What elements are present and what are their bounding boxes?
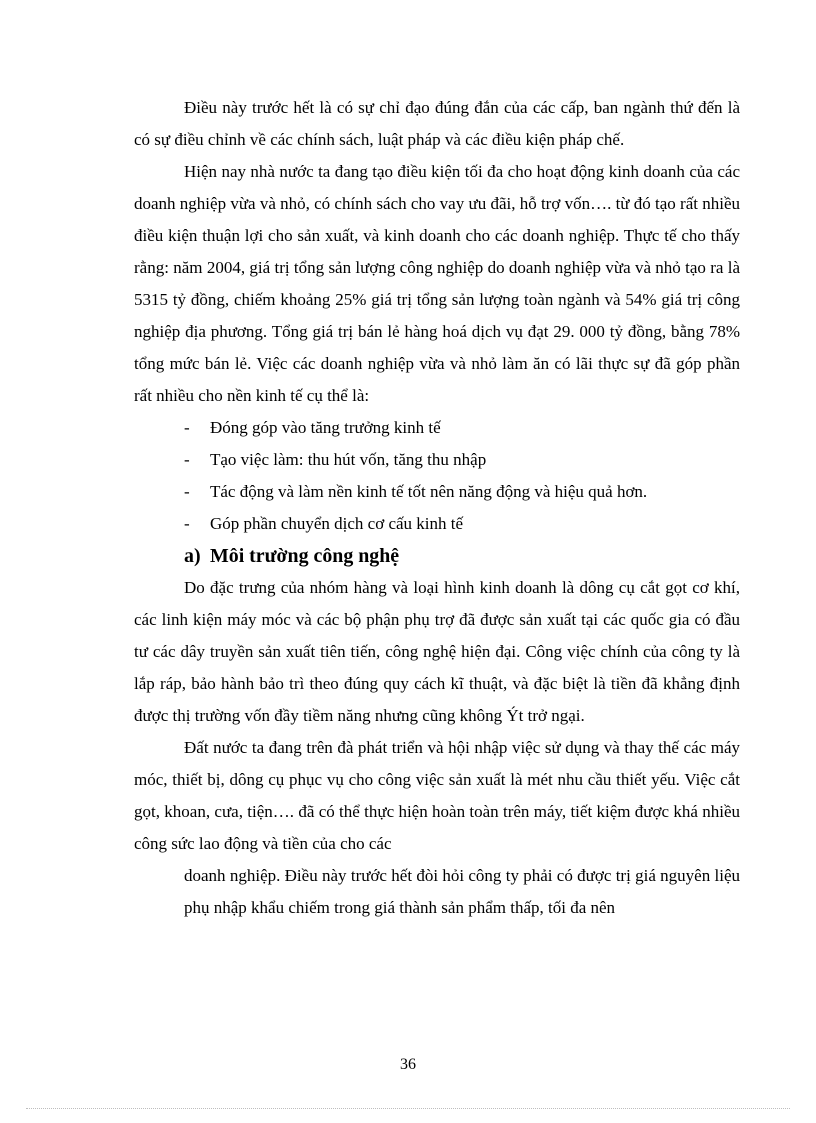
bullet-list xyxy=(134,412,740,540)
list-item xyxy=(134,476,740,508)
page-number: 36 xyxy=(400,1056,416,1073)
dash-bullet-icon: - xyxy=(184,418,190,437)
dash-bullet-icon: - xyxy=(184,482,190,501)
dash-bullet-icon: - xyxy=(184,450,190,469)
list-item xyxy=(134,412,740,444)
paragraph-policy: Điều này trước hết là có sự chỉ đạo đúng đắn của các cấp, ban ngành thứ đến là có sự điều chỉnh về các chính sách, luật pháp và các điều kiện pháp chế. xyxy=(134,98,740,149)
list-item-text: Tạo việc làm: thu hút vốn, tăng thu nhập xyxy=(210,450,487,469)
page-content xyxy=(134,92,740,924)
list-item-text: Góp phần chuyển dịch cơ cấu kinh tế xyxy=(210,514,464,533)
dash-bullet-icon: - xyxy=(184,514,190,533)
paragraph-enterprise: doanh nghiệp. Điều này trước hết đòi hỏi công ty phải có được trị giá nguyên liệu phụ nhập khẩu chiếm trong giá thành sản phẩm thấp, tối đa nên xyxy=(184,866,740,917)
section-heading xyxy=(134,540,740,572)
page-bottom-border xyxy=(26,1108,790,1109)
paragraph-development: Đất nước ta đang trên đà phát triển và hội nhập việc sử dụng và thay thế các máy móc, thiết bị, dông cụ phục vụ cho công việc sản xuất là mét nhu cầu thiết yếu. Việc cắt gọt, khoan, cưa, tiện…. đã có thể thực hiện hoàn toàn trên máy, tiết kiệm được khá nhiều công sức lao động và tiền của cho các xyxy=(134,738,740,853)
list-item xyxy=(134,508,740,540)
paragraph-state-support: Hiện nay nhà nước ta đang tạo điều kiện tối đa cho hoạt động kinh doanh của các doanh nghiệp vừa và nhỏ, có chính sách cho vay ưu đãi, hỗ trợ vốn…. từ đó tạo rất nhiều điều kiện thuận lợi cho sản xuất, và kinh doanh cho các doanh nghiệp. Thực tế cho thấy rằng: năm 2004, giá trị tổng sản lượng công nghiệp do doanh nghiệp vừa và nhỏ tạo ra là 5315 tỷ đồng, chiếm khoảng 25% giá trị tổng sản lượng toàn ngành và 54% giá trị công nghiệp địa phương. Tổng giá trị bán lẻ hàng hoá dịch vụ đạt 29. 000 tỷ đồng, bằng 78% tổng mức bán lẻ. Việc các doanh nghiệp vừa và nhỏ làm ăn có lãi thực sự đã góp phần rất nhiều cho nền kinh tế cụ thể là: xyxy=(134,162,740,405)
list-item-text: Đóng góp vào tăng trưởng kinh tế xyxy=(210,418,441,437)
list-item-text: Tác động và làm nền kinh tế tốt nên năng động và hiệu quả hơn. xyxy=(210,482,648,501)
section-heading-title: Môi trường công nghệ xyxy=(210,545,400,567)
section-heading-number: a) xyxy=(184,545,201,567)
list-item xyxy=(134,444,740,476)
paragraph-technology: Do đặc trưng của nhóm hàng và loại hình kinh doanh là dông cụ cắt gọt cơ khí, các linh kiện máy móc và các bộ phận phụ trợ đã được sản xuất tại các quốc gia có đầu tư các dây truyền sản xuất tiên tiến, công nghệ hiện đại. Công việc chính của công ty là lắp ráp, bảo hành bảo trì theo đúng quy cách kĩ thuật, và đặc biệt là tiền đã khẳng định được thị trường vốn đầy tiềm năng nhưng cũng không Ýt trở ngại. xyxy=(134,578,740,725)
